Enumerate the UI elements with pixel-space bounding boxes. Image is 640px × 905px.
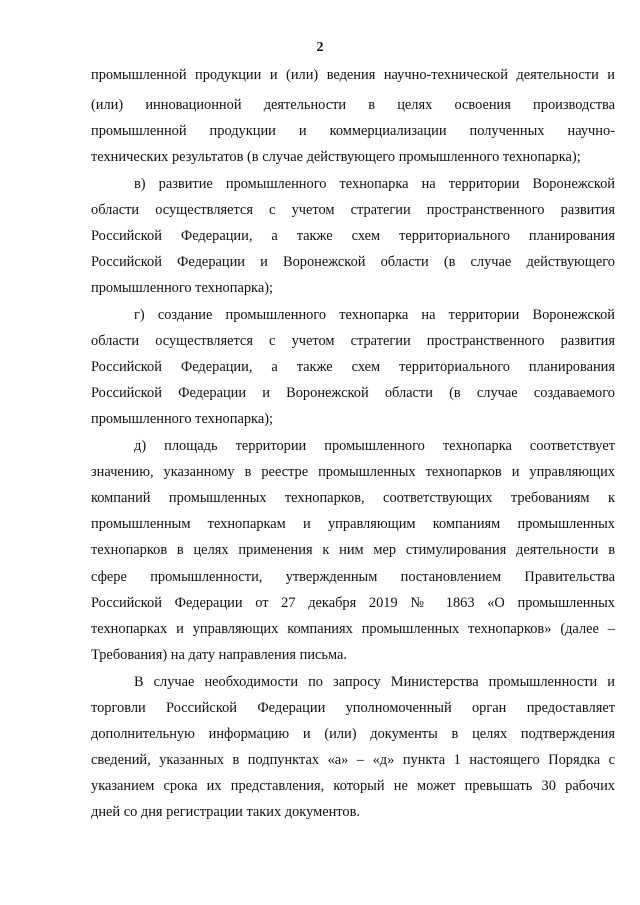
paragraph-final-line-4: сведений, указанных в подпунктах «а» – «д» пункта 1 настоящего Порядка с — [91, 752, 615, 768]
paragraph-d-line-6: сфере промышленности, утвержденным постановлением Правительства — [91, 569, 615, 585]
paragraph-d-line-8: технопарках и управляющих компаниях промышленных технопарков» (далее – — [91, 621, 615, 637]
paragraph-g-line-5: промышленного технопарка); — [91, 411, 273, 427]
paragraph-d-line-7: Российской Федерации от 27 декабря 2019 № 1863 «О промышленных — [91, 595, 615, 611]
paragraph-d-line-2: значению, указанному в реестре промышленных технопарков и управляющих — [91, 464, 615, 480]
paragraph-v-line-4: Российской Федерации и Воронежской области (в случае действующего — [91, 254, 615, 270]
page-number: 2 — [316, 40, 324, 55]
paragraph-continuation-line-3: промышленной продукции и коммерциализации полученных научно- — [91, 123, 615, 139]
paragraph-d-line-9: Требования) на дату направления письма. — [91, 647, 347, 663]
paragraph-d-line-1: д) площадь территории промышленного технопарка соответствует — [134, 438, 615, 454]
paragraph-g-line-4: Российской Федерации и Воронежской области (в случае создаваемого — [91, 385, 615, 401]
paragraph-final-line-5: указанием срока их представления, который не может превышать 30 рабочих — [91, 778, 615, 794]
paragraph-g-line-2: области осуществляется с учетом стратегии пространственного развития — [91, 333, 615, 349]
paragraph-g-line-1: г) создание промышленного технопарка на территории Воронежской — [134, 307, 615, 323]
paragraph-v-line-1: в) развитие промышленного технопарка на территории Воронежской — [134, 176, 615, 192]
paragraph-v-line-5: промышленного технопарка); — [91, 280, 273, 296]
paragraph-final-line-2: торговли Российской Федерации уполномоченный орган предоставляет — [91, 700, 615, 716]
paragraph-final-line-1: В случае необходимости по запросу Министерства промышленности и — [134, 674, 615, 690]
paragraph-v-line-2: области осуществляется с учетом стратегии пространственного развития — [91, 202, 615, 218]
paragraph-d-line-3: компаний промышленных технопарков, соответствующих требованиям к — [91, 490, 615, 506]
paragraph-d-line-4: промышленным технопаркам и управляющим компаниям промышленных — [91, 516, 615, 532]
paragraph-g-line-3: Российской Федерации, а также схем территориального планирования — [91, 359, 615, 375]
paragraph-continuation-line-2: (или) инновационной деятельности в целях освоения производства — [91, 97, 615, 113]
paragraph-final-line-3: дополнительную информацию и (или) документы в целях подтверждения — [91, 726, 615, 742]
paragraph-continuation-line-1: промышленной продукции и (или) ведения научно-технической деятельности и — [91, 67, 615, 83]
paragraph-final-line-6: дней со дня регистрации таких документов. — [91, 804, 360, 820]
paragraph-d-line-5: технопарков в целях применения к ним мер стимулирования деятельности в — [91, 542, 615, 558]
paragraph-continuation-line-4: технических результатов (в случае действующего промышленного технопарка); — [91, 149, 581, 165]
paragraph-v-line-3: Российской Федерации, а также схем территориального планирования — [91, 228, 615, 244]
